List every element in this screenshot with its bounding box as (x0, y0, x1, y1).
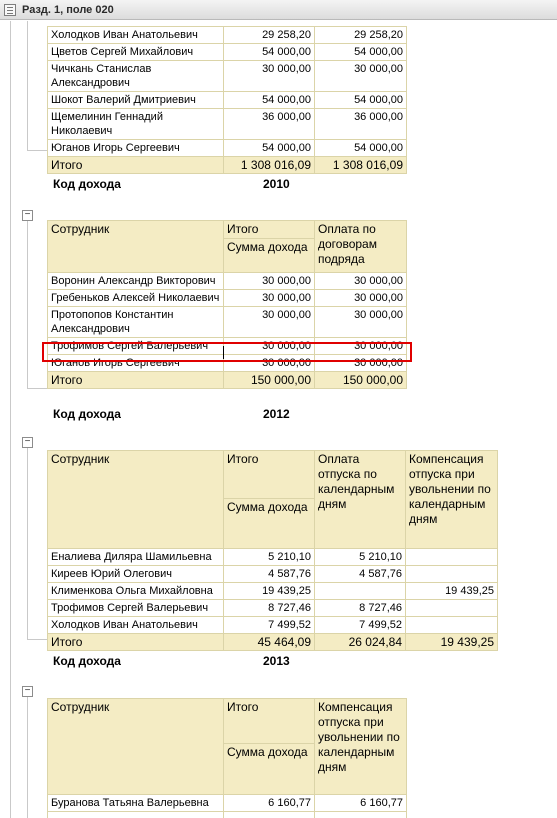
income-total[interactable]: 54 000,00 (224, 44, 315, 61)
income-col2[interactable]: 30 000,00 (315, 290, 407, 307)
table-row (48, 290, 407, 307)
employee-name[interactable]: Юганов Игорь Сергеевич (48, 140, 224, 157)
table-row (48, 617, 498, 634)
report-table-top (47, 26, 407, 174)
income-col2[interactable]: 5 210,10 (315, 549, 406, 566)
window-titlebar (0, 0, 557, 20)
header-total: Итого (224, 221, 315, 239)
table-row (48, 600, 498, 617)
table-row (48, 307, 407, 338)
report-table-2010 (47, 220, 407, 389)
table-row (48, 109, 407, 140)
income-col3[interactable] (406, 617, 498, 634)
table-row (48, 140, 407, 157)
income-total[interactable]: 5 210,10 (224, 549, 315, 566)
window-title: Разд. 1, поле 020 (22, 3, 114, 16)
header-employee: Сотрудник (48, 221, 224, 273)
employee-name[interactable]: Гребеньков Алексей Николаевич (48, 290, 224, 307)
header-employee: Сотрудник (48, 699, 224, 795)
table-row (48, 27, 407, 44)
total-col2[interactable]: 1 308 016,09 (315, 157, 407, 174)
income-col2[interactable]: 30 000,00 (315, 273, 407, 290)
header-sum: Сумма дохода (224, 499, 315, 549)
header-total: Итого (224, 699, 315, 744)
report-table-2012 (47, 450, 498, 651)
income-total[interactable]: 30 000,00 (224, 338, 315, 355)
total-sum[interactable]: 1 308 016,09 (224, 157, 315, 174)
total-label[interactable]: Итого (48, 372, 224, 389)
employee-name[interactable]: Трофимов Сергей Валерьевич (48, 338, 224, 355)
income-col3[interactable]: 19 439,25 (406, 583, 498, 600)
gutter-line (27, 150, 47, 151)
income-total[interactable]: 30 000,00 (224, 307, 315, 338)
income-total[interactable]: 36 000,00 (224, 109, 315, 140)
employee-name[interactable]: Щемелинин Геннадий Николаевич (48, 109, 224, 140)
employee-name[interactable] (48, 812, 224, 818)
total-label[interactable]: Итого (48, 634, 224, 651)
income-col3[interactable] (406, 549, 498, 566)
gutter-line (10, 21, 11, 818)
table-row (48, 273, 407, 290)
income-total[interactable]: 4 587,76 (224, 566, 315, 583)
income-col2[interactable]: 54 000,00 (315, 92, 407, 109)
report-icon (4, 4, 16, 16)
total-col3[interactable]: 19 439,25 (406, 634, 498, 651)
gutter-line (27, 220, 28, 388)
employee-name[interactable]: Воронин Александр Викторович (48, 273, 224, 290)
total-col2[interactable]: 150 000,00 (315, 372, 407, 389)
table-row (48, 92, 407, 109)
income-col3[interactable] (406, 600, 498, 617)
text-cursor (223, 346, 224, 359)
income-code-label: Код дохода (53, 177, 121, 191)
income-total[interactable]: 54 000,00 (224, 140, 315, 157)
income-code: 2012 (263, 407, 290, 421)
income-total[interactable]: 8 727,46 (224, 600, 315, 617)
income-col2[interactable]: 4 587,76 (315, 566, 406, 583)
table-row (48, 795, 407, 812)
total-row (48, 157, 407, 174)
header-col2: Оплата отпуска по календарным дням (315, 451, 406, 549)
employee-name[interactable]: Холодков Иван Анатольевич (48, 617, 224, 634)
header-sum: Сумма дохода (224, 744, 315, 795)
report-table-2013 (47, 698, 407, 818)
income-total[interactable]: 54 000,00 (224, 92, 315, 109)
header-total: Итого (224, 451, 315, 499)
header-col2: Оплата по договорам подряда (315, 221, 407, 273)
income-col3[interactable] (406, 566, 498, 583)
income-total[interactable]: 30 000,00 (224, 290, 315, 307)
income-col2[interactable]: 30 000,00 (315, 355, 407, 372)
employee-name[interactable]: Еналиева Диляра Шамильевна (48, 549, 224, 566)
employee-name[interactable]: Холодков Иван Анатольевич (48, 27, 224, 44)
income-col2[interactable] (315, 583, 406, 600)
income-total[interactable]: 7 499,52 (224, 617, 315, 634)
header-sum: Сумма дохода (224, 239, 315, 273)
income-total[interactable]: 19 439,25 (224, 583, 315, 600)
income-code: 2010 (263, 177, 290, 191)
income-col2[interactable]: 30 000,00 (315, 338, 407, 355)
table-row (48, 812, 407, 818)
table-row (48, 566, 498, 583)
income-code-label: Код дохода (53, 407, 121, 421)
table-row (48, 549, 498, 566)
employee-name[interactable]: Цветов Сергей Михайлович (48, 44, 224, 61)
income-col2[interactable]: 54 000,00 (315, 44, 407, 61)
income-total[interactable]: 30 000,00 (224, 355, 315, 372)
minus-box-icon[interactable]: − (22, 686, 33, 697)
income-total[interactable]: 30 000,00 (224, 273, 315, 290)
table-header-row (48, 451, 498, 499)
income-col2[interactable]: 30 000,00 (315, 307, 407, 338)
income-total[interactable]: 29 258,20 (224, 27, 315, 44)
employee-name[interactable]: Буранова Татьяна Валерьевна (48, 795, 224, 812)
header-col3: Компенсация отпуска при увольнении по календарным дням (406, 451, 498, 549)
table-row (48, 583, 498, 600)
table-row (48, 44, 407, 61)
income-col2[interactable]: 30 000,00 (315, 61, 407, 92)
income-code: 2013 (263, 654, 290, 668)
table-row (48, 61, 407, 92)
income-total[interactable]: 30 000,00 (224, 61, 315, 92)
gutter-line (27, 388, 47, 389)
report-area[interactable] (0, 21, 557, 818)
gutter-line (27, 448, 28, 639)
income-col2[interactable]: 8 727,46 (315, 600, 406, 617)
total-row (48, 634, 498, 651)
employee-name[interactable]: Юганов Игорь Сергеевич (48, 355, 224, 372)
gutter-line (27, 639, 47, 640)
employee-name[interactable]: Трофимов Сергей Валерьевич (48, 600, 224, 617)
total-row (48, 372, 407, 389)
income-total[interactable]: 6 160,77 (224, 795, 315, 812)
employee-name[interactable]: Киреев Юрий Олегович (48, 566, 224, 583)
minus-box-icon[interactable]: − (22, 437, 33, 448)
income-col2[interactable]: 6 160,77 (315, 795, 407, 812)
header-employee: Сотрудник (48, 451, 224, 549)
income-col2[interactable]: 54 000,00 (315, 140, 407, 157)
total-sum[interactable]: 150 000,00 (224, 372, 315, 389)
income-total[interactable] (224, 812, 315, 818)
minus-box-icon[interactable]: − (22, 210, 33, 221)
employee-name[interactable]: Чичкань Станислав Александрович (48, 61, 224, 92)
table-header-row (48, 699, 407, 744)
gutter-line (27, 696, 28, 818)
employee-name[interactable]: Шокот Валерий Дмитриевич (48, 92, 224, 109)
income-col2[interactable]: 29 258,20 (315, 27, 407, 44)
employee-name[interactable]: Протопопов Константин Александрович (48, 307, 224, 338)
selection-highlight (42, 342, 412, 362)
total-col2[interactable]: 26 024,84 (315, 634, 406, 651)
employee-name[interactable]: Клименкова Ольга Михайловна (48, 583, 224, 600)
income-code-label: Код дохода (53, 654, 121, 668)
gutter-line (27, 21, 28, 151)
total-sum[interactable]: 45 464,09 (224, 634, 315, 651)
table-header-row (48, 221, 407, 239)
income-col2[interactable]: 36 000,00 (315, 109, 407, 140)
income-col2[interactable]: 7 499,52 (315, 617, 406, 634)
header-col2: Компенсация отпуска при увольнении по календарным дням (315, 699, 407, 795)
income-col2[interactable] (315, 812, 407, 818)
total-label[interactable]: Итого (48, 157, 224, 174)
